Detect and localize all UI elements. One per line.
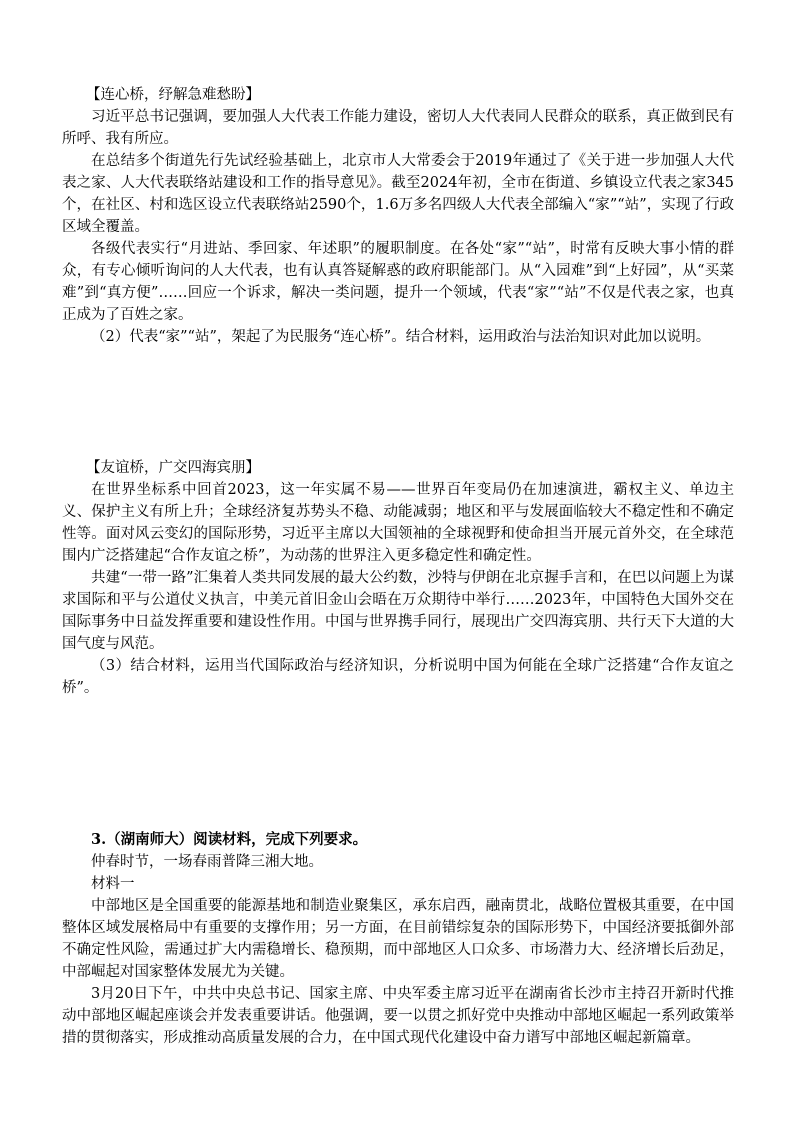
material-label: 材料一 bbox=[91, 876, 135, 892]
paragraph: 各级代表实行“月进站、季回家、年述职”的履职制度。在各处“家”“站”，时常有反映大事小情的群众，有专心倾听询问的人大代表，也有认真答疑解惑的政府职能部门。从“入园难”到“上好园”，从“买菜难”到“真方便”……回应一个诉求，解决一类问题，提升一个领域，代表“家”“站”不仅是代表之家，也真正成为了百姓之家。 bbox=[62, 241, 734, 323]
paragraph: 3月20日下午，中共中央总书记、国家主席、中央军委主席习近平在湖南省长沙市主持召开新时代推动中部地区崛起座谈会并发表重要讲话。他强调，要一以贯之抓好党中央推动中部地区崛起一系列政策举措的贯彻落实，形成推动高质量发展的合力，在中国式现代化建设中奋力谱写中部地区崛起新篇章。 bbox=[62, 986, 734, 1046]
section-title: 【友谊桥，广交四海宾朋】 bbox=[86, 460, 260, 476]
question-text: （3）结合材料，运用当代国际政治与经济知识，分析说明中国为何能在全球广泛搭建“合作友谊之桥”。 bbox=[62, 658, 734, 696]
question-header: 3.（湖南师大）阅读材料，完成下列要求。 bbox=[91, 831, 368, 848]
section-heart-bridge bbox=[62, 84, 734, 348]
paragraph: 共建“一带一路”汇集着人类共同发展的最大公约数，沙特与伊朗在北京握手言和，在巴以问题上为谋求国际和平与公道仗义执言，中美元首旧金山会晤在万众期待中举行……2023年，中国特色大国外交在国际事务中日益发挥重要和建设性作用。中国与世界携手同行，展现出广交四海宾朋、共行天下大道的大国气度与风范。 bbox=[62, 570, 734, 652]
section-title: 【连心桥，纾解急难愁盼】 bbox=[86, 87, 260, 103]
paragraph: 在世界坐标系中回首2023，这一年实属不易——世界百年变局仍在加速演进，霸权主义、单边主义、保护主义有所上升；全球经济复苏势头不稳、动能减弱；地区和平与发展面临较大不稳定性和不确定性等。面对风云变幻的国际形势，习近平主席以大国领袖的全球视野和使命担当开展元首外交，在全球范围内广泛搭建起“合作友谊之桥”，为动荡的世界注入更多稳定性和确定性。 bbox=[62, 482, 734, 564]
paragraph: 在总结多个街道先行先试经验基础上，北京市人大常委会于2019年通过了《关于进一步加强人大代表之家、人大代表联络站建设和工作的指导意见》。截至2024年初，全市在街道、乡镇设立代表之家345个，在社区、村和选区设立代表联络站2590个，1.6万多名四级人大代表全部编入“家”“站”，实现了行政区域全覆盖。 bbox=[62, 153, 734, 235]
section-friendship-bridge bbox=[62, 457, 734, 699]
question-text: （2）代表“家”“站”，架起了为民服务“连心桥”。结合材料，运用政治与法治知识对此加以说明。 bbox=[91, 329, 711, 345]
paragraph: 习近平总书记强调，要加强人大代表工作能力建设，密切人大代表同人民群众的联系，真正做到民有所呼、我有所应。 bbox=[62, 109, 734, 147]
question-intro: 仲春时节，一场春雨普降三湘大地。 bbox=[91, 854, 323, 870]
question-3 bbox=[62, 829, 734, 1049]
paragraph: 中部地区是全国重要的能源基地和制造业聚集区，承东启西，融南贯北，战略位置极其重要，在中国整体区域发展格局中有重要的支撑作用；另一方面，在目前错综复杂的国际形势下，中国经济要抵御外部不确定性风险，需通过扩大内需稳增长、稳预期，而中部地区人口众多、市场潜力大、经济增长后劲足，中部崛起对国家整体发展尤为关键。 bbox=[62, 898, 734, 980]
document-page bbox=[62, 84, 734, 1046]
